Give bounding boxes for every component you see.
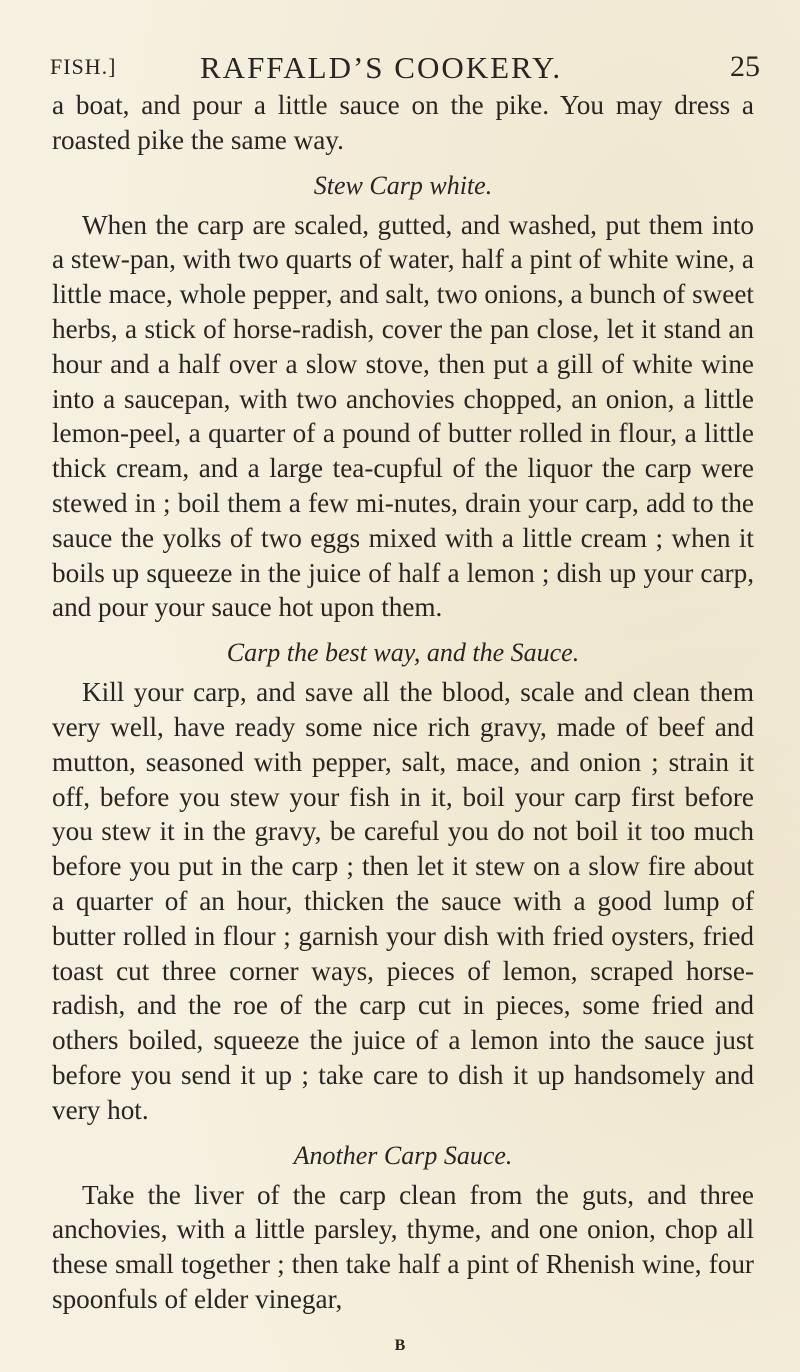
recipe-heading-carp-best-way: Carp the best way, and the Sauce. [226, 638, 580, 668]
recipe-paragraph-stew-carp-white: When the carp are scaled, gutted, and washed, put them into a stew-pan, with two quarts of water, half a pint of white wine, a little mace, whole pepper, and salt, two onions, a bunch of sweet herbs, a stick of horse-radish, cover the pan close, let it stand an hour and a half over a slow stove, then put a gill of white wine into a saucepan, with two anchovies chopped, an onion, a little lemon-peel, a quarter of a pound of butter rolled in flour, a little thick cream, and a large tea-cupful of the liquor the carp were stewed in ; boil them a few mi-nutes, drain your carp, add to the sauce the yolks of two eggs mixed with a little cream ; when it boils up squeeze in the juice of half a lemon ; dish up your carp, and pour your sauce hot upon them. [52, 209, 754, 623]
section-label: FISH.] [50, 54, 117, 79]
recipe-paragraph-carp-best-way: Kill your carp, and save all the blood, scale and clean them very well, have ready some nice rich gravy, made of beef and mutton, seasoned with pepper, salt, mace, and onion ; strain it off, before you stew your fish in it, boil your carp first before you stew it in the gravy, be careful you do not boil it too much before you put in the carp ; then let it stew on a slow fire about a quarter of an hour, thicken the sauce with a good lump of butter rolled in flour ; garnish your dish with fried oysters, fried toast cut three corner ways, pieces of lemon, scraped horse-radish, and the roe of the carp cut in pieces, some fried and others boiled, squeeze the juice of a lemon into the sauce just before you send it up ; take care to dish it up handsomely and very hot. [52, 677, 754, 1125]
recipe-heading-stew-carp-white: Stew Carp white. [313, 170, 493, 200]
recipe-paragraph-another-carp-sauce: Take the liver of the carp clean from the guts, and three anchovies, with a little parsley, thyme, and one onion, chop all these small together ; then take half a pint of Rhenish wine, four spoonfuls of elder vinegar, [52, 1179, 754, 1314]
signature-mark: B [394, 1337, 406, 1354]
body-text [52, 88, 754, 1317]
page-number: 25 [730, 50, 760, 83]
recipe-heading-another-carp-sauce: Another Carp Sauce. [293, 1140, 513, 1170]
book-title: RAFFALD’S COOKERY. [200, 50, 563, 85]
intro-paragraph: a boat, and pour a little sauce on the pike. You may dress a roasted pike the same way. [52, 90, 754, 155]
